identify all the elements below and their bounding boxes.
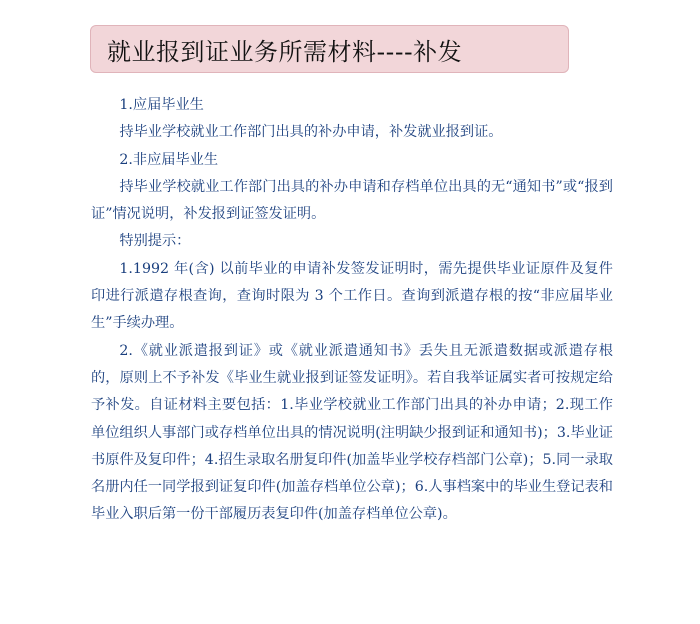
tip2-text: 2.《就业派遣报到证》或《就业派遣通知书》丢失且无派遣数据或派遣存根的，原则上不予补发《毕业生就业报到证签发证明》。若自我举证属实者可按规定给予补发。自证材料主要包括：1.毕业学校就业工作部门出具的补办申请；2.现工作单位组织人事部门或存档单位出具的情况说明(注明缺少报到证和通知书)；3.毕业证书原件及复印件；4.招生录取名册复印件(加盖毕业学校存档部门公章)；5.同一录取名册内任一同学报到证复印件(加盖存档单位公章)；6.人事档案中的毕业生登记表和毕业入职后第一份干部履历表复印件(加盖存档单位公章)。 <box>91 342 613 523</box>
item1-text: 持毕业学校就业工作部门出具的补办申请，补发就业报到证。 <box>119 124 503 141</box>
title-banner <box>90 25 569 73</box>
item2-text: 持毕业学校就业工作部门出具的补办申请和存档单位出具的无“通知书”或“报到证”情况说明，补发报到证签发证明。 <box>91 178 613 223</box>
tip1-text: 1.1992 年(含) 以前毕业的申请补发签发证明时，需先提供毕业证原件及复件印进行派遣存根查询，查询时限为 3 个工作日。查询到派遣存根的按“非应届毕业生”手续办理。 <box>91 260 613 332</box>
item1-heading: 1.应届毕业生 <box>119 97 204 113</box>
document-body <box>91 92 613 529</box>
item2-heading: 2.非应届毕业生 <box>119 151 219 168</box>
page-title: 就业报到证业务所需材料----补发 <box>107 37 463 66</box>
tips-heading: 特别提示： <box>119 233 191 250</box>
